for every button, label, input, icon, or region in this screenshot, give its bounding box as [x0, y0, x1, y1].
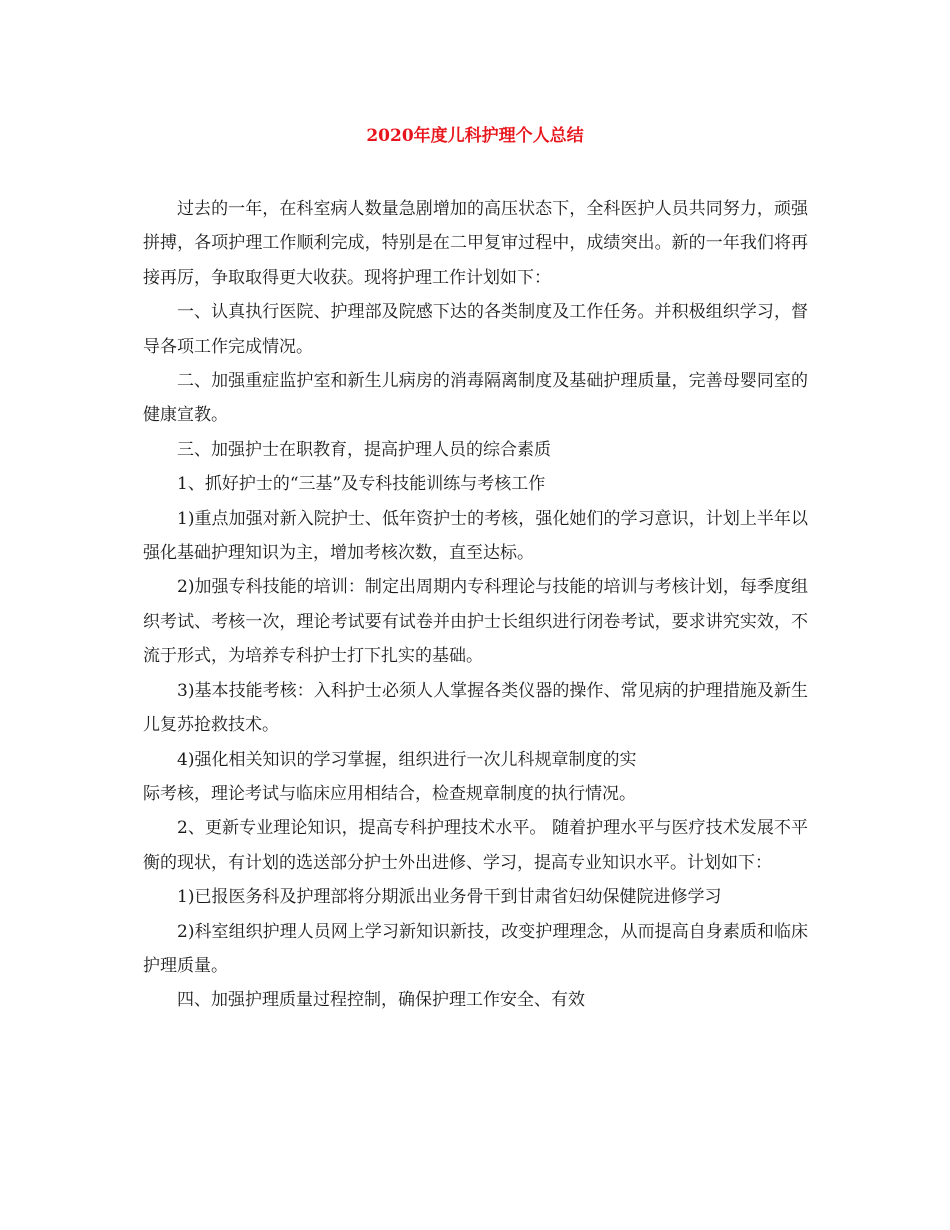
paragraph-section-2: 二、加强重症监护室和新生儿病房的消毒隔离制度及基础护理质量，完善母婴同室的健康宣教。 — [143, 371, 808, 426]
paragraph-item-1-3: 3)基本技能考核：入科护士必须人人掌握各类仪器的操作、常见病的护理措施及新生儿复苏抢救技术。 — [143, 680, 808, 736]
paragraph-item-2-1: 1)已报医务科及护理部将分期派出业务骨干到甘肃省妇幼保健院进修学习 — [177, 887, 722, 908]
paragraph-item-1-4-continued: 际考核，理论考试与临床应用相结合，检查规章制度的执行情况。 — [143, 783, 636, 804]
paragraph-item-2-2: 2)科室组织护理人员网上学习新知识新技，改变护理理念，从而提高自身素质和临床护理质量。 — [143, 921, 808, 976]
paragraph-section-3-heading: 三、加强护士在职教育，提高护理人员的综合素质 — [177, 439, 551, 460]
paragraph-item-1-heading: 1、抓好护士的“三基”及专科技能训练与考核工作 — [177, 474, 546, 495]
paragraph-item-2-heading: 2、更新专业理论知识，提高专科护理技术水平。 随着护理水平与医疗技术发展不平衡的现状，有计划的选送部分护士外出进修、学习，提高专业知识水平。计划如下： — [143, 818, 808, 873]
paragraph-section-4-heading: 四、加强护理质量过程控制，确保护理工作安全、有效 — [177, 990, 585, 1011]
document-title: 2020年度儿科护理个人总结 — [366, 126, 584, 146]
paragraph-section-1: 一、认真执行医院、护理部及院感下达的各类制度及工作任务。并积极组织学习，督导各项工作完成情况。 — [143, 302, 808, 357]
paragraph-item-1-1: 1)重点加强对新入院护士、低年资护士的考核，强化她们的学习意识，计划上半年以强化基础护理知识为主，增加考核次数，直至达标。 — [143, 508, 808, 564]
document-body — [143, 192, 808, 1018]
paragraph-item-1-2: 2)加强专科技能的培训：制定出周期内专科理论与技能的培训与考核计划，每季度组织考试、考核一次，理论考试要有试卷并由护士长组织进行闭卷考试，要求讲究实效，不流于形式，为培养专科护士打下扎实的基础。 — [143, 577, 808, 667]
paragraph-item-1-4: 4)强化相关知识的学习掌握，组织进行一次儿科规章制度的实 — [177, 749, 637, 770]
paragraph-intro: 过去的一年，在科室病人数量急剧增加的高压状态下，全科医护人员共同努力，顽强拼搏，各项护理工作顺利完成，特别是在二甲复审过程中，成绩突出。新的一年我们将再接再厉，争取取得更大收获。现将护理工作计划如下： — [143, 199, 808, 288]
